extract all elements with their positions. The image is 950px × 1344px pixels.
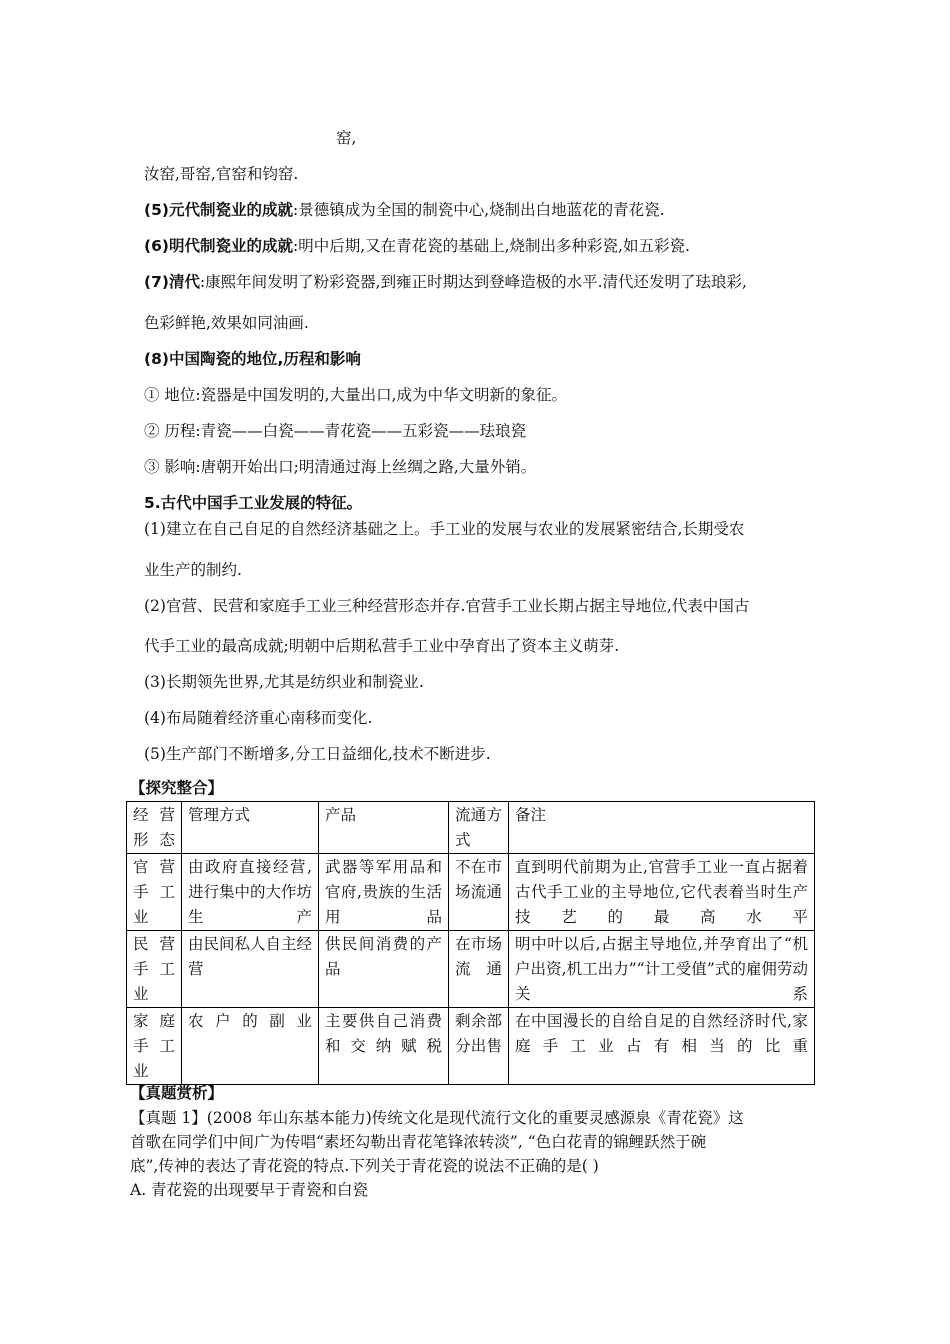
text-line: (4)布局随着经济重心南移而变化. [144, 709, 373, 727]
question-text: 首歌在同学们中间广为传唱“素坯勾勒出青花笔锋浓转淡”, “色白花青的锦鲤跃然于碗 [130, 1133, 707, 1151]
text-line: ① 地位:瓷器是中国发明的,大量出口,成为中华文明新的象征。 [144, 386, 568, 404]
table-cell: 主要供自己消费和交纳赋税 [319, 1008, 449, 1085]
table-header: 管理方式 [182, 802, 319, 854]
table-cell: 由民间私人自主经营 [182, 931, 319, 1008]
table-header: 产品 [319, 802, 449, 854]
table-row [127, 931, 815, 1008]
table-cell: 供民间消费的产品 [319, 931, 449, 1008]
table-header: 流通方式 [449, 802, 509, 854]
table-cell: 家庭手工业 [127, 1008, 182, 1085]
text-line: 业生产的制约. [144, 561, 242, 579]
question-text: 【真题 1】(2008 年山东基本能力)传统文化是现代流行文化的重要灵感源泉《青花瓷》这 [130, 1109, 744, 1127]
text-line [144, 236, 690, 256]
table-cell: 明中叶以后,占据主导地位,并孕育出了“机户出资,机工出力”“计工受值”式的雇佣劳动关系 [509, 931, 815, 1008]
text-line: ② 历程:青瓷——白瓷——青花瓷——五彩瓷——珐琅瓷 [144, 422, 527, 440]
section-heading: (8)中国陶瓷的地位,历程和影响 [144, 350, 361, 368]
text-line: (2)官营、民营和家庭手工业三种经营形态并存.官营手工业长期占据主导地位,代表中国古 [144, 597, 750, 615]
table-cell: 农户的副业 [182, 1008, 319, 1085]
text-yuan: :景德镇成为全国的制瓷中心,烧制出白地蓝花的青花瓷. [292, 201, 665, 219]
table-header: 备注 [509, 802, 815, 854]
table-cell: 在中国漫长的自给自足的自然经济时代,家庭手工业占有相当的比重 [509, 1008, 815, 1085]
answer-option: A. 青花瓷的出现要早于青瓷和白瓷 [130, 1181, 369, 1199]
table-cell: 武器等军用品和官府,贵族的生活用品 [319, 854, 449, 931]
table-row [127, 1008, 815, 1085]
heading-qing: (7)清代 [144, 273, 200, 291]
question-text: 底”,传神的表达了青花瓷的特点.下列关于青花瓷的说法不正确的是( ) [130, 1157, 599, 1175]
section-heading: 5.古代中国手工业发展的特征。 [144, 494, 363, 512]
text-ming: :明中后期,又在青花瓷的基础上,烧制出多种彩瓷,如五彩瓷. [292, 237, 690, 255]
data-table [126, 801, 815, 1085]
section-heading: 【探究整合】 [130, 778, 224, 797]
text-line: ③ 影响:唐朝开始出口;明清通过海上丝绸之路,大量外销。 [144, 458, 537, 476]
text-line: (5)生产部门不断增多,分工日益细化,技术不断进步. [144, 745, 491, 763]
table-row [127, 854, 815, 931]
text-line: (1)建立在自己自足的自然经济基础之上。手工业的发展与农业的发展紧密结合,长期受农 [144, 520, 745, 538]
heading-ming: (6)明代制瓷业的成就 [144, 237, 293, 255]
table-cell: 剩余部分出售 [449, 1008, 509, 1085]
text-line: 汝窑,哥窑,官窑和钧窑. [144, 165, 299, 183]
text-qing: :康熙年间发明了粉彩瓷器,到雍正时期达到登峰造极的水平.清代还发明了珐琅彩, [199, 273, 747, 291]
heading-yuan: (5)元代制瓷业的成就 [144, 201, 293, 219]
table-cell: 直到明代前期为止,官营手工业一直占据着古代手工业的主导地位,它代表着当时生产技艺的最高水平 [509, 854, 815, 931]
table-cell: 民营手工业 [127, 931, 182, 1008]
text-line [144, 272, 747, 292]
table-cell: 在市场流通 [449, 931, 509, 1008]
section-heading: 【真题赏析】 [130, 1083, 224, 1102]
text-line: 色彩鲜艳,效果如同油画. [144, 314, 309, 332]
table-header: 经营形态 [127, 802, 182, 854]
text-line: 窑, [336, 129, 357, 147]
text-line: 代手工业的最高成就;明朝中后期私营手工业中孕育出了资本主义萌芽. [144, 637, 620, 655]
table-header-row [127, 802, 815, 854]
text-line: (3)长期领先世界,尤其是纺织业和制瓷业. [144, 673, 424, 691]
text-line [144, 200, 665, 220]
table-cell: 不在市场流通 [449, 854, 509, 931]
table-cell: 由政府直接经营,进行集中的大作坊生产 [182, 854, 319, 931]
table-cell: 官营手工业 [127, 854, 182, 931]
